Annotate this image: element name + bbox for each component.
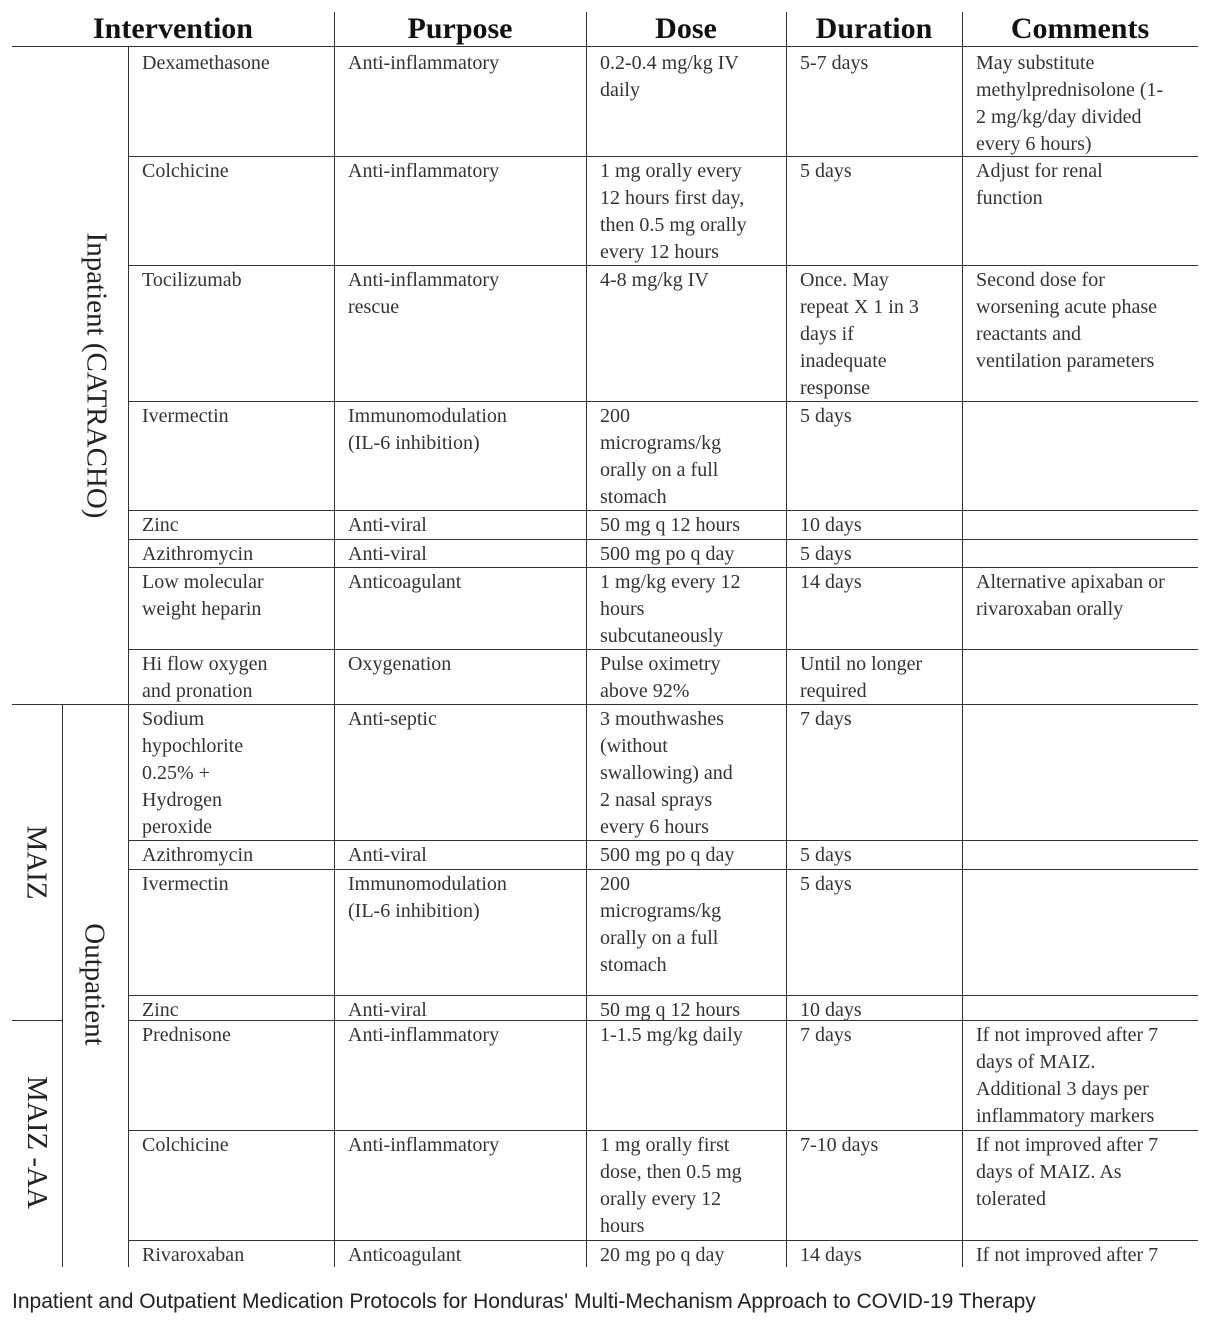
cell-dose: 500 mg po q day	[600, 543, 735, 565]
cell-comments: May substitute methylprednisolone (1- 2 mg/kg/day divided every 6 hours)	[976, 52, 1164, 155]
cell-purpose: Anticoagulant	[348, 1244, 462, 1266]
cell-comments: Second dose for worsening acute phase reactants and ventilation parameters	[976, 269, 1158, 372]
cell-purpose: Anticoagulant	[348, 571, 462, 593]
cell-duration: 7 days	[800, 1024, 852, 1046]
row-divider	[128, 539, 1198, 540]
cell-comments: If not improved after 7 days of MAIZ. Additional 3 days per inflammatory markers	[976, 1024, 1159, 1127]
cell-intervention: Ivermectin	[142, 405, 229, 427]
cell-intervention: Azithromycin	[142, 543, 254, 565]
header-rule	[12, 46, 1198, 47]
cell-intervention: Azithromycin	[142, 844, 254, 866]
cell-dose: 500 mg po q day	[600, 844, 735, 866]
group-divider	[12, 1020, 62, 1021]
row-divider	[128, 995, 1198, 996]
cell-comments: Adjust for renal function	[976, 160, 1103, 209]
cell-purpose: Anti-viral	[348, 514, 427, 536]
cell-duration: 14 days	[800, 571, 862, 593]
cell-intervention: Sodium hypochlorite 0.25% + Hydrogen peroxide	[142, 708, 244, 838]
cell-dose: 4-8 mg/kg IV	[600, 269, 709, 291]
cell-duration: 5 days	[800, 873, 852, 895]
cell-intervention: Rivaroxaban	[142, 1244, 245, 1266]
cell-intervention: Dexamethasone	[142, 52, 270, 74]
cell-comments: Alternative apixaban or rivaroxaban orally	[976, 571, 1165, 620]
column-divider	[128, 46, 129, 1267]
header-intervention: Intervention	[93, 12, 253, 45]
cell-dose: 1 mg/kg every 12 hours subcutaneously	[600, 571, 741, 647]
cell-purpose: Anti-inflammatory	[348, 160, 500, 182]
cell-dose: 1-1.5 mg/kg daily	[600, 1024, 743, 1046]
cell-purpose: Anti-inflammatory	[348, 1024, 500, 1046]
cell-duration: 7 days	[800, 708, 852, 730]
table-caption: Inpatient and Outpatient Medication Protocols for Honduras' Multi-Mechanism Approach to COVID-19 Therapy	[12, 1290, 1036, 1313]
cell-dose: 50 mg q 12 hours	[600, 514, 740, 536]
cell-duration: 7-10 days	[800, 1134, 879, 1156]
header-dose: Dose	[655, 12, 717, 45]
cell-intervention: Colchicine	[142, 160, 229, 182]
cell-intervention: Tocilizumab	[142, 269, 242, 291]
column-divider	[334, 12, 335, 1267]
cell-dose: 1 mg orally every 12 hours first day, then 0.5 mg orally every 12 hours	[600, 160, 747, 263]
cell-purpose: Immunomodulation (IL-6 inhibition)	[348, 405, 507, 454]
cell-intervention: Colchicine	[142, 1134, 229, 1156]
cell-purpose: Anti-inflammatory	[348, 1134, 500, 1156]
cell-duration: 5 days	[800, 160, 852, 182]
column-divider	[962, 12, 963, 1267]
cell-dose: 200 micrograms/kg orally on a full stomach	[600, 873, 722, 976]
row-divider	[128, 869, 1198, 870]
cell-dose: 20 mg po q day	[600, 1244, 725, 1266]
cell-purpose: Anti-viral	[348, 844, 427, 866]
cell-dose: 50 mg q 12 hours	[600, 999, 740, 1021]
cell-dose: 0.2-0.4 mg/kg IV daily	[600, 52, 739, 101]
cell-purpose: Anti-viral	[348, 543, 427, 565]
column-divider	[586, 12, 587, 1267]
cell-comments: If not improved after 7 days of MAIZ. As tolerated	[976, 1134, 1159, 1210]
row-divider	[128, 401, 1198, 402]
cell-duration: 5 days	[800, 405, 852, 427]
cell-comments: If not improved after 7	[976, 1244, 1159, 1266]
cell-intervention: Prednisone	[142, 1024, 231, 1046]
cell-duration: Once. May repeat X 1 in 3 days if inadequate response	[800, 269, 919, 399]
cell-intervention: Hi flow oxygen and pronation	[142, 653, 268, 702]
cell-dose: 200 micrograms/kg orally on a full stomach	[600, 405, 722, 508]
cell-dose: 1 mg orally first dose, then 0.5 mg orally every 12 hours	[600, 1134, 742, 1237]
column-divider	[62, 704, 63, 1267]
cell-dose: 3 mouthwashes (without swallowing) and 2 nasal sprays every 6 hours	[600, 708, 733, 838]
row-divider	[128, 1240, 1198, 1241]
cell-duration: 5 days	[800, 543, 852, 565]
cell-purpose: Oxygenation	[348, 653, 452, 675]
group-label-outpatient: Outpatient	[78, 922, 111, 1046]
group-label-maiz: MAIZ	[20, 824, 53, 900]
cell-purpose: Anti-viral	[348, 999, 427, 1021]
header-comments: Comments	[1010, 12, 1150, 45]
cell-duration: 10 days	[800, 514, 862, 536]
cell-intervention: Low molecular weight heparin	[142, 571, 264, 620]
row-divider	[128, 1130, 1198, 1131]
group-label-maiz-aa: MAIZ -AA	[20, 1075, 53, 1209]
header-duration: Duration	[815, 12, 933, 45]
protocol-table	[12, 12, 1198, 1267]
cell-purpose: Anti-inflammatory rescue	[348, 269, 500, 318]
cell-duration: 14 days	[800, 1244, 862, 1266]
cell-duration: Until no longer required	[800, 653, 923, 702]
cell-duration: 5 days	[800, 844, 852, 866]
cell-purpose: Anti-inflammatory	[348, 52, 500, 74]
header-purpose: Purpose	[407, 12, 513, 45]
cell-purpose: Anti-septic	[348, 708, 437, 730]
cell-dose: Pulse oximetry above 92%	[600, 653, 721, 702]
cell-intervention: Zinc	[142, 999, 179, 1021]
cell-purpose: Immunomodulation (IL-6 inhibition)	[348, 873, 507, 922]
cell-intervention: Ivermectin	[142, 873, 229, 895]
cell-intervention: Zinc	[142, 514, 179, 536]
cell-duration: 10 days	[800, 999, 862, 1021]
cell-duration: 5-7 days	[800, 52, 869, 74]
group-label-inpatient: Inpatient (CATRACHO)	[80, 232, 113, 518]
